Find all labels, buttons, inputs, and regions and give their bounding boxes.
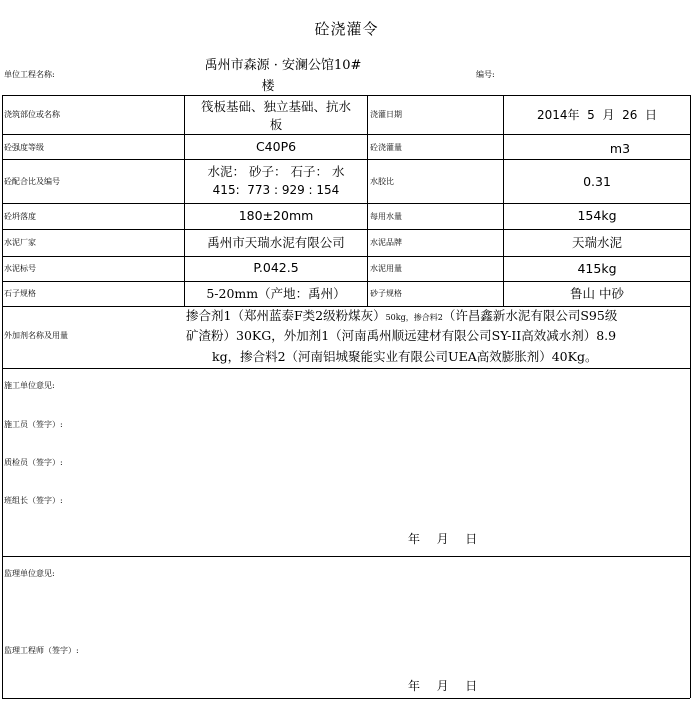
brand-label: 水泥品牌 (370, 238, 402, 247)
team-leader-sign-label: 班组长（签字）: (4, 496, 63, 505)
cement-use-label: 水泥用量 (370, 264, 402, 273)
part-value-line2: 板 (269, 117, 283, 132)
factory-label: 水泥厂家 (4, 238, 36, 247)
slump-value: 180±20mm (238, 208, 314, 223)
additives-line1-part-c: 掺合料2 (413, 313, 443, 322)
water-label: 每用水量 (370, 212, 402, 221)
additives-line1-part-d: （许昌鑫新水泥有限公司S95级 (442, 308, 618, 323)
number-label: 编号: (476, 70, 495, 79)
part-value-line1: 筏板基础、独立基础、抗水 (200, 99, 351, 114)
sand-value: 鲁山 中砂 (570, 286, 624, 301)
mix-value-line2: 415: 773 : 929 : 154 (212, 183, 340, 197)
factory-value: 禹州市天瑞水泥有限公司 (207, 235, 345, 250)
construction-opinion-label: 施工单位意见: (4, 381, 55, 390)
additives-label: 外加剂名称及用量 (4, 331, 68, 340)
supervision-opinion-label: 监理单位意见: (4, 569, 55, 578)
volume-value: m3 (609, 141, 631, 156)
part-label: 浇筑部位或名称 (4, 110, 60, 119)
supervision-engineer-sign-label: 监理工程师（签字）: (4, 646, 79, 655)
construction-worker-sign-label: 施工员（签字）: (4, 420, 63, 429)
mix-value-line1: 水泥： 砂子： 石子： 水 (207, 164, 345, 179)
water-value: 154kg (577, 208, 617, 223)
sand-label: 砂子规格 (370, 289, 402, 298)
supervision-date: 年 月 日 (408, 679, 481, 693)
additives-line2: 矿渣粉）30KG，外加剂1（河南禹州顺远建材有限公司SY-II高效减水剂）8.9 (186, 328, 617, 343)
unit-name-value: 禹州市森源 · 安澜公馆10# (204, 58, 362, 73)
pour-date-value: 2014年 5 月 26 日 (537, 108, 657, 122)
wc-ratio-value: 0.31 (583, 174, 611, 189)
stone-value: 5-20mm（产地：禹州） (206, 286, 346, 301)
volume-label: 砼浇灌量 (370, 143, 402, 152)
additives-line1-part-a: 掺合剂1（郑州蓝泰F类2级粉煤灰） (186, 308, 386, 323)
cement-use-value: 415kg (577, 261, 617, 276)
cement-grade-value: P.042.5 (253, 260, 299, 275)
slump-label: 砼坍落度 (4, 212, 36, 221)
cement-grade-label: 水泥标号 (4, 264, 36, 273)
mix-label: 砼配合比及编号 (4, 177, 60, 186)
quality-inspector-sign-label: 质检员（签字）: (4, 458, 63, 467)
grade-value: C40P6 (255, 139, 297, 154)
unit-name-value-cont: 楼 (261, 79, 275, 94)
page-title: 砼浇灌令 (314, 20, 379, 38)
pour-date-label: 浇灌日期 (370, 110, 402, 119)
wc-ratio-label: 水胶比 (370, 177, 394, 186)
brand-value: 天瑞水泥 (571, 235, 622, 250)
unit-name-label: 单位工程名称: (4, 70, 55, 79)
construction-date: 年 月 日 (408, 532, 481, 546)
additives-line1-part-b: 50kg， (385, 313, 414, 322)
additives-line3: kg，掺合料2（河南铝城聚能实业有限公司UEA高效膨胀剂）40Kg。 (212, 349, 598, 364)
stone-label: 石子规格 (4, 289, 36, 298)
additives-line1 (186, 307, 617, 326)
grade-label: 砼强度等级 (4, 143, 44, 152)
